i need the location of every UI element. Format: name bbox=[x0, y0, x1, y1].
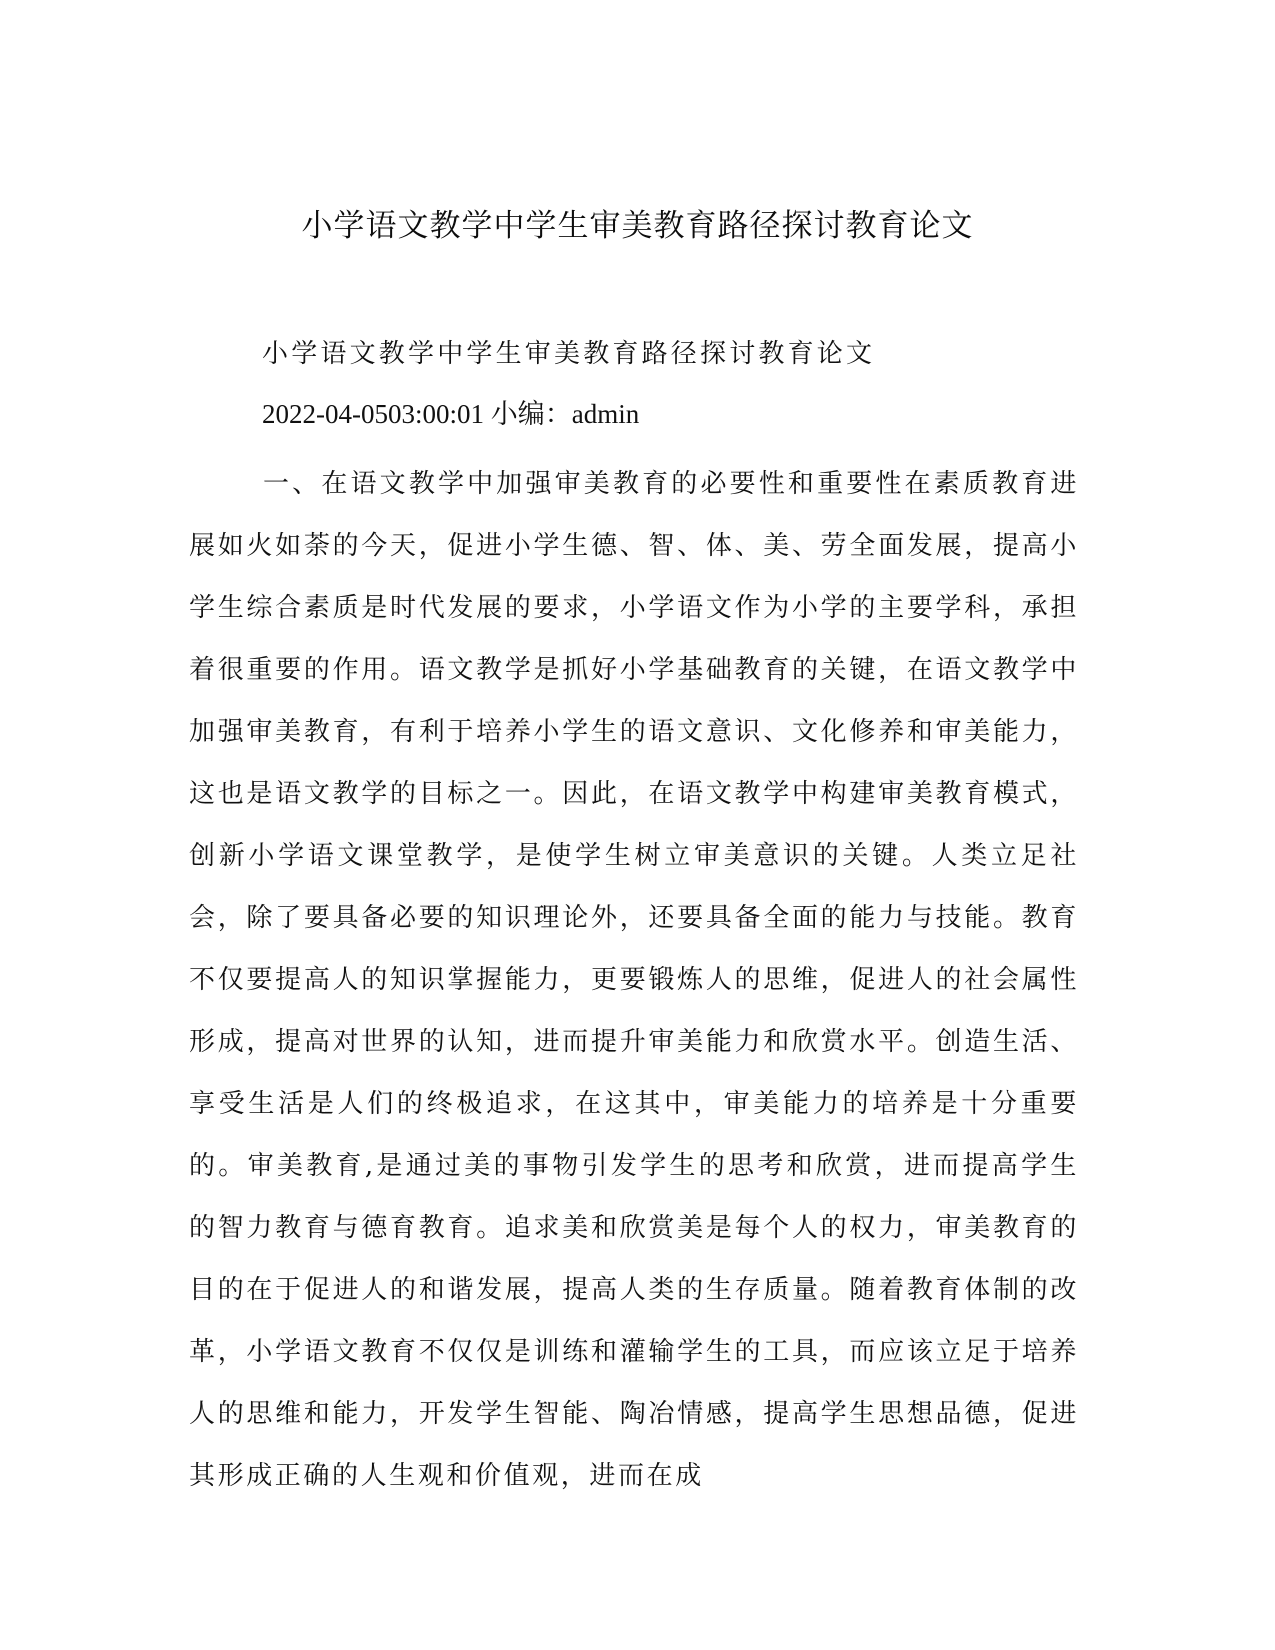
document-date-author: 2022-04-0503:00:01 小编：admin bbox=[262, 399, 640, 429]
document-title: 小学语文教学中学生审美教育路径探讨教育论文 bbox=[301, 208, 974, 244]
document-body-paragraph: 一、在语文教学中加强审美教育的必要性和重要性在素质教育进展如火如荼的今天，促进小学生德、智、体、美、劳全面发展，提高小学生综合素质是时代发展的要求，小学语文作为小学的主要学科，承担着很重要的作用。语文教学是抓好小学基础教育的关键，在语文教学中加强审美教育，有利于培养小学生的语文意识、文化修养和审美能力，这也是语文教学的目标之一。因此，在语文教学中构建审美教育模式，创新小学语文课堂教学，是使学生树立审美意识的关键。人类立足社会，除了要具备必要的知识理论外，还要具备全面的能力与技能。教育不仅要提高人的知识掌握能力，更要锻炼人的思维，促进人的社会属性形成，提高对世界的认知，进而提升审美能力和欣赏水平。创造生活、享受生活是人们的终极追求，在这其中，审美能力的培养是十分重要的。审美教育,是通过美的事物引发学生的思考和欣赏，进而提高学生的智力教育与德育教育。追求美和欣赏美是每个人的权力，审美教育的目的在于促进人的和谐发展，提高人类的生存质量。随着教育体制的改革，小学语文教育不仅仅是训练和灌输学生的工具，而应该立足于培养人的思维和能力，开发学生智能、陶冶情感，提高学生思想品德，促进其形成正确的人生观和价值观，进而在成 bbox=[189, 469, 1079, 1491]
document-subtitle: 小学语文教学中学生审美教育路径探讨教育论文 bbox=[262, 339, 876, 369]
